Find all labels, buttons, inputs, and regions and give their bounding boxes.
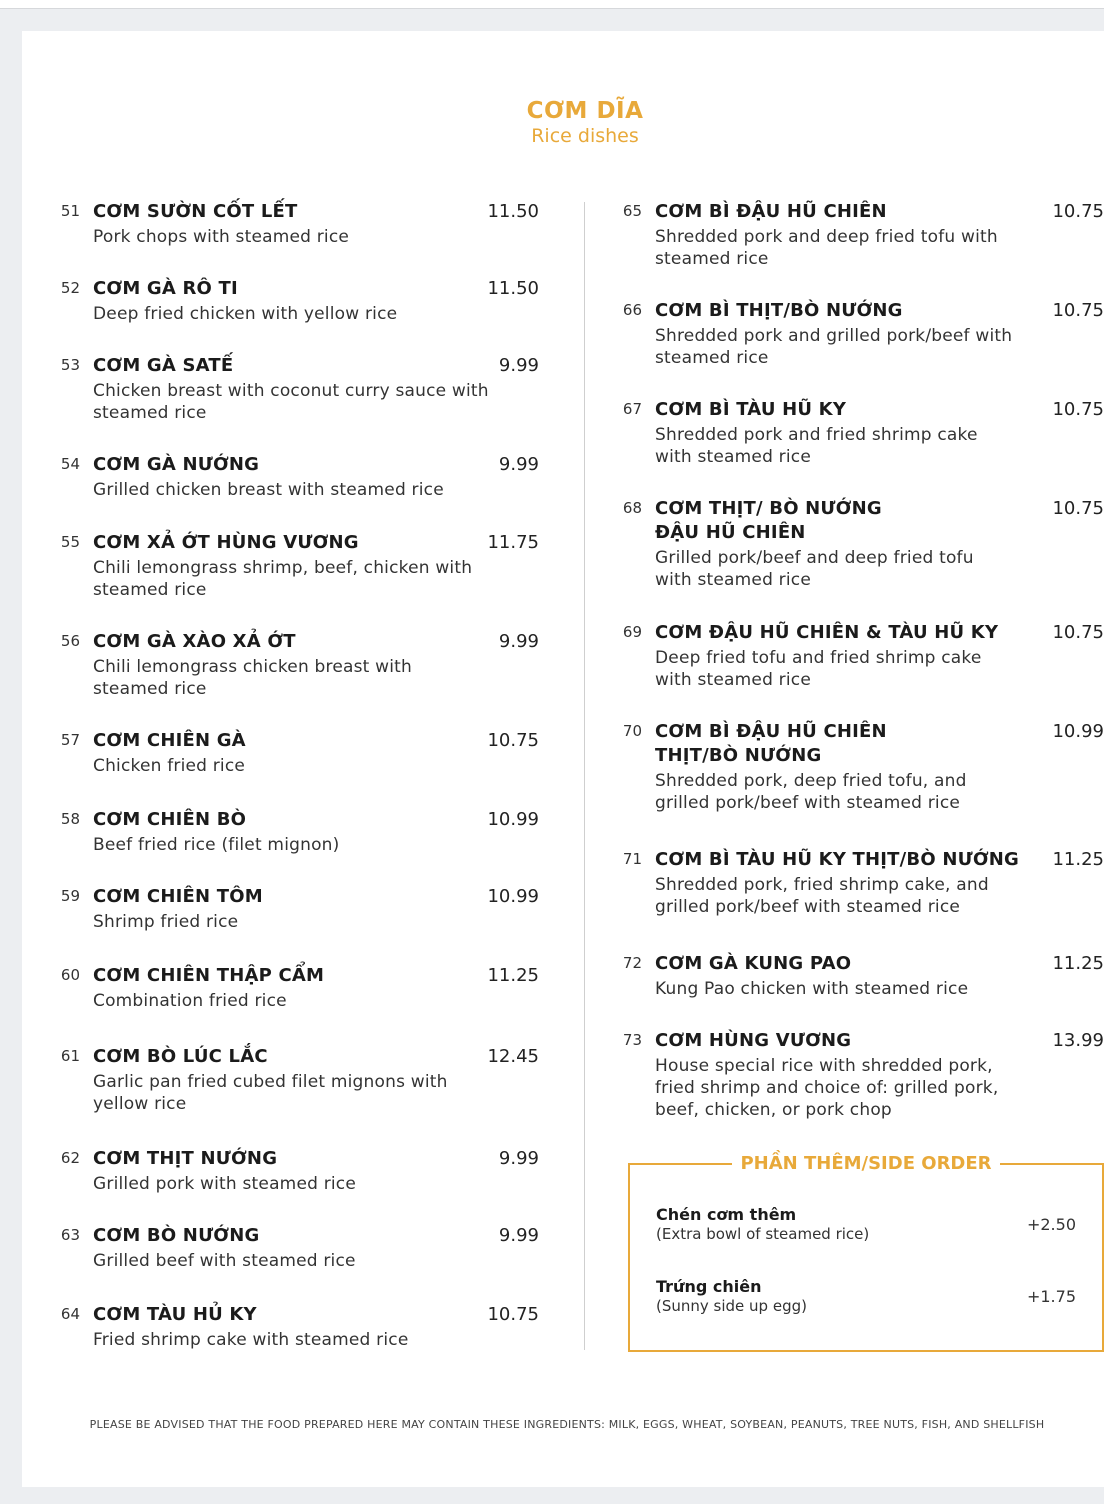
menu-page: [22, 31, 1104, 1487]
item-name: CƠM BÒ NƯỚNG: [93, 1225, 260, 1246]
item-number: 70: [622, 722, 642, 740]
column-divider: [584, 202, 585, 1350]
side-item-price: +2.50: [1026, 1215, 1076, 1234]
item-name: CƠM GÀ RÔ TI: [93, 278, 238, 299]
item-price: 9.99: [498, 1148, 539, 1169]
item-price: 10.75: [1052, 300, 1104, 321]
item-price: 11.50: [487, 278, 539, 299]
item-description: Chili lemongrass chicken breast with steamed rice: [93, 657, 412, 699]
item-description: Chili lemongrass shrimp, beef, chicken with steamed rice: [93, 558, 473, 600]
item-number: 56: [60, 632, 80, 650]
item-number: 65: [622, 202, 642, 220]
item-number: 60: [60, 966, 80, 984]
item-number: 59: [60, 887, 80, 905]
item-number: 52: [60, 279, 80, 297]
item-number: 67: [622, 400, 642, 418]
item-name: CƠM CHIÊN GÀ: [93, 730, 246, 751]
item-price: 10.75: [1052, 201, 1104, 222]
item-price: 10.99: [1052, 721, 1104, 742]
side-order-box: [628, 1153, 1104, 1352]
section-subtitle: Rice dishes: [531, 125, 639, 147]
side-item-fried-egg: [656, 1277, 1076, 1315]
item-price: 12.45: [487, 1046, 539, 1067]
item-number: 64: [60, 1305, 80, 1323]
item-number: 54: [60, 455, 80, 473]
item-name: CƠM GÀ XÀO XẢ ỚT: [93, 631, 296, 652]
allergen-disclaimer: PLEASE BE ADVISED THAT THE FOOD PREPARED HERE MAY CONTAIN THESE INGREDIENTS: MILK, EGGS, WHEAT, SOYBEAN, PEANUTS, TREE NUTS, FISH, AND SHELLFISH: [89, 1418, 1045, 1431]
item-description: Kung Pao chicken with steamed rice: [655, 979, 969, 999]
item-price: 10.99: [487, 809, 539, 830]
item-name: CƠM BÌ ĐẬU HŨ CHIÊN: [655, 201, 887, 222]
item-name: CƠM THỊT NƯỚNG: [93, 1148, 278, 1169]
item-price: 13.99: [1052, 1030, 1104, 1051]
item-number: 57: [60, 731, 80, 749]
item-name: CƠM THỊT/ BÒ NƯỚNG ĐẬU HŨ CHIÊN: [655, 498, 882, 543]
item-description: Chicken fried rice: [93, 756, 246, 776]
item-price: 11.50: [487, 201, 539, 222]
item-price: 11.75: [487, 532, 539, 553]
side-item-extra-rice: [656, 1205, 1076, 1243]
item-number: 53: [60, 356, 80, 374]
item-number: 51: [60, 202, 80, 220]
item-name: CƠM SƯỜN CỐT LẾT: [93, 201, 298, 222]
item-price: 11.25: [487, 965, 539, 986]
item-description: Shredded pork and fried shrimp cake with steamed rice: [655, 425, 978, 467]
item-number: 68: [622, 499, 642, 517]
item-number: 62: [60, 1149, 80, 1167]
item-price: 10.75: [1052, 399, 1104, 420]
item-name: CƠM CHIÊN TÔM: [93, 886, 263, 907]
item-price: 9.99: [498, 355, 539, 376]
side-item-note: (Sunny side up egg): [656, 1297, 807, 1315]
section-heading: [22, 98, 1104, 148]
side-item-name: Chén cơm thêm: [656, 1205, 797, 1224]
item-name: CƠM TÀU HỦ KY: [93, 1304, 257, 1325]
item-number: 58: [60, 810, 80, 828]
item-description: House special rice with shredded pork, fried shrimp and choice of: grilled pork, beef, chicken, or pork chop: [655, 1056, 999, 1120]
item-number: 69: [622, 623, 642, 641]
side-order-title: PHẦN THÊM/SIDE ORDER: [732, 1153, 999, 1174]
item-description: Deep fried tofu and fried shrimp cake with steamed rice: [655, 648, 982, 690]
item-description: Shredded pork, deep fried tofu, and grilled pork/beef with steamed rice: [655, 771, 967, 813]
item-name: CƠM BÌ TÀU HŨ KY: [655, 399, 847, 420]
item-description: Chicken breast with coconut curry sauce with steamed rice: [93, 381, 489, 423]
item-name: CƠM ĐẬU HŨ CHIÊN & TÀU HŨ KY: [655, 622, 999, 643]
item-name: CƠM XẢ ỚT HÙNG VƯƠNG: [93, 532, 359, 553]
item-number: 71: [622, 850, 642, 868]
section-title: CƠM DĨA: [526, 98, 644, 124]
item-number: 73: [622, 1031, 642, 1049]
item-price: 10.75: [487, 730, 539, 751]
item-description: Beef fried rice (filet mignon): [93, 835, 340, 855]
item-name: CƠM HÙNG VƯƠNG: [655, 1030, 852, 1051]
item-price: 9.99: [498, 631, 539, 652]
item-name: CƠM BÌ TÀU HŨ KY THỊT/BÒ NƯỚNG: [655, 849, 1019, 870]
item-name: CƠM BÌ THỊT/BÒ NƯỚNG: [655, 300, 903, 321]
item-name: CƠM BÌ ĐẬU HŨ CHIÊN THỊT/BÒ NƯỚNG: [655, 721, 887, 766]
item-description: Shredded pork and deep fried tofu with steamed rice: [655, 227, 998, 269]
item-price: 10.75: [1052, 622, 1104, 643]
item-price: 11.25: [1052, 953, 1104, 974]
item-description: Grilled beef with steamed rice: [93, 1251, 356, 1271]
item-name: CƠM GÀ NƯỚNG: [93, 454, 260, 475]
item-description: Pork chops with steamed rice: [93, 227, 350, 247]
item-description: Combination fried rice: [93, 991, 287, 1011]
top-page-strip: [0, 0, 1104, 9]
side-item-note: (Extra bowl of steamed rice): [656, 1225, 870, 1243]
item-name: CƠM CHIÊN BÒ: [93, 809, 247, 830]
side-order-title-wrap: [630, 1153, 1102, 1174]
side-item-name: Trứng chiên: [656, 1277, 762, 1296]
item-description: Grilled pork/beef and deep fried tofu with steamed rice: [655, 548, 974, 590]
item-description: Deep fried chicken with yellow rice: [93, 304, 398, 324]
item-description: Garlic pan fried cubed filet mignons with yellow rice: [93, 1072, 448, 1114]
item-name: CƠM GÀ KUNG PAO: [655, 953, 852, 974]
item-description: Fried shrimp cake with steamed rice: [93, 1330, 409, 1350]
side-item-price: +1.75: [1026, 1287, 1076, 1306]
item-number: 55: [60, 533, 80, 551]
item-description: Shredded pork and grilled pork/beef with steamed rice: [655, 326, 1013, 368]
item-price: 11.25: [1052, 849, 1104, 870]
item-name: CƠM BÒ LÚC LẮC: [93, 1046, 268, 1067]
item-price: 9.99: [498, 454, 539, 475]
item-description: Shrimp fried rice: [93, 912, 239, 932]
item-number: 72: [622, 954, 642, 972]
item-description: Grilled chicken breast with steamed rice: [93, 480, 444, 500]
item-number: 66: [622, 301, 642, 319]
item-name: CƠM CHIÊN THẬP CẨM: [93, 965, 325, 986]
item-price: 9.99: [498, 1225, 539, 1246]
item-name: CƠM GÀ SATẾ: [93, 355, 234, 376]
item-number: 63: [60, 1226, 80, 1244]
item-price: 10.99: [487, 886, 539, 907]
item-description: Grilled pork with steamed rice: [93, 1174, 357, 1194]
item-price: 10.75: [487, 1304, 539, 1325]
item-price: 10.75: [1052, 498, 1104, 519]
item-description: Shredded pork, fried shrimp cake, and grilled pork/beef with steamed rice: [655, 875, 989, 917]
item-number: 61: [60, 1047, 80, 1065]
